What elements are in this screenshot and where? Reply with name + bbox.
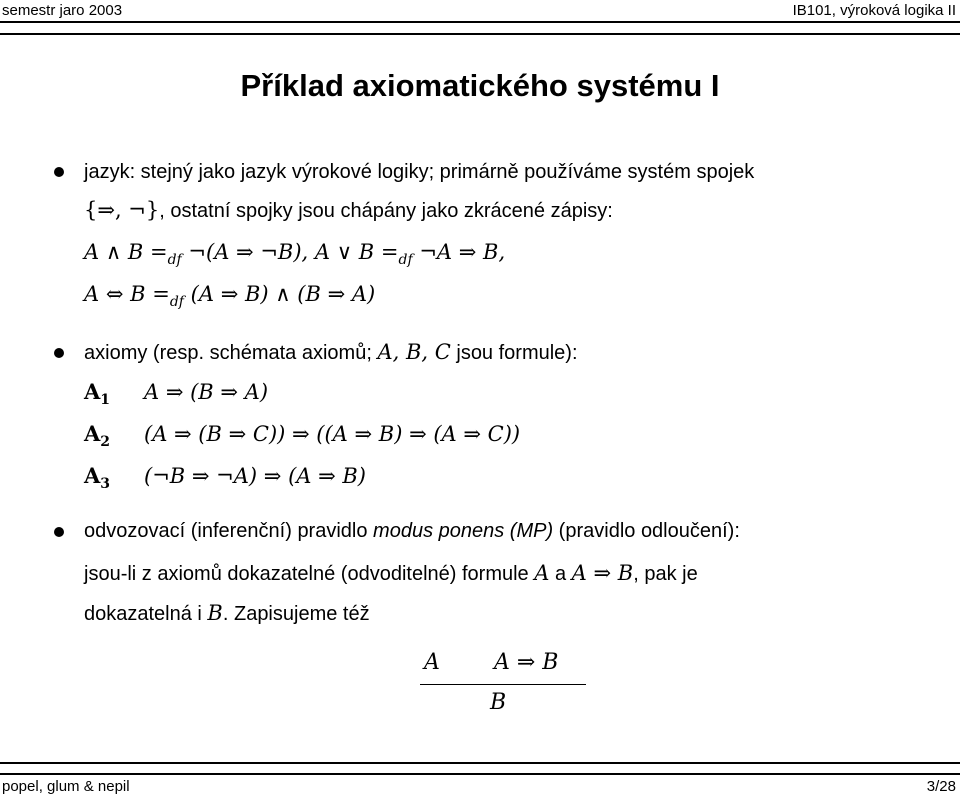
footer-authors: popel, glum & nepil — [2, 778, 130, 795]
bullet-inference-line3: dokazatelná i B. Zapisujeme též — [84, 601, 370, 625]
header-lecture-title: IB101, výroková logika II — [792, 2, 956, 19]
header-divider — [0, 21, 960, 23]
rule-premise-2: A ⇒ B — [494, 650, 559, 675]
page-number: 3/28 — [926, 778, 956, 795]
header-course-term: semestr jaro 2003 — [2, 2, 123, 19]
bullet-language-line1: jazyk: stejný jako jazyk výrokové logiky; primárně používáme systém spojek — [84, 161, 755, 183]
connective-set: {⇒, ¬} — [84, 198, 160, 222]
bullet-axioms-intro: axiomy (resp. schémata axiomů; A, B, C jsou formule): — [84, 340, 578, 364]
axiom-formula: (¬B ⇒ ¬A) ⇒ (A ⇒ B) — [144, 464, 366, 488]
slide-title: Příklad axiomatického systému I — [240, 68, 720, 103]
axiom-1 — [84, 378, 268, 414]
axiom-formula: (A ⇒ (B ⇒ C)) ⇒ ((A ⇒ B) ⇒ (A ⇒ C)) — [144, 422, 521, 446]
axiom-3 — [84, 462, 366, 498]
rule-premise-1: A — [424, 650, 440, 675]
bullet-inference-line2: jsou-li z axiomů dokazatelné (odvoditelné) formule A a A ⇒ B, pak je — [84, 561, 698, 585]
axiom-formula: A ⇒ (B ⇒ A) — [144, 380, 269, 404]
rule-fraction-bar — [420, 684, 586, 685]
slide-header — [0, 0, 960, 20]
footer-divider-upper — [0, 762, 960, 764]
definition-and-or: A ∧ $B =_{df}$ ¬(A ⇒ ¬B), A ∨ $B =_{df}$ ¬A ⇒ B, — [84, 240, 506, 268]
bullet-marker — [54, 167, 64, 177]
bullet-marker — [54, 348, 64, 358]
inference-rule — [420, 646, 590, 718]
axiom-label: $A_2$ — [84, 421, 111, 450]
header-divider-lower — [0, 33, 960, 35]
definition-equivalence: A ⇔ $B =_{df}$ (A ⇒ B) ∧ (B ⇒ A) — [84, 282, 376, 310]
bullet-inference-line1: odvozovací (inferenční) pravidlo modus ponens (MP) (pravidlo odloučení): — [84, 520, 740, 542]
bullet-language-line2: {⇒, ¬}, ostatní spojky jsou chápány jako zkrácené zápisy: — [84, 198, 613, 222]
axiom-label: $A_3$ — [84, 463, 111, 492]
bullet-marker — [54, 527, 64, 537]
rule-conclusion: B — [490, 690, 507, 715]
footer-divider — [0, 773, 960, 775]
axiom-2 — [84, 420, 520, 456]
axiom-label: $A_1$ — [84, 379, 111, 408]
modus-ponens-term: modus ponens (MP) — [373, 520, 554, 542]
